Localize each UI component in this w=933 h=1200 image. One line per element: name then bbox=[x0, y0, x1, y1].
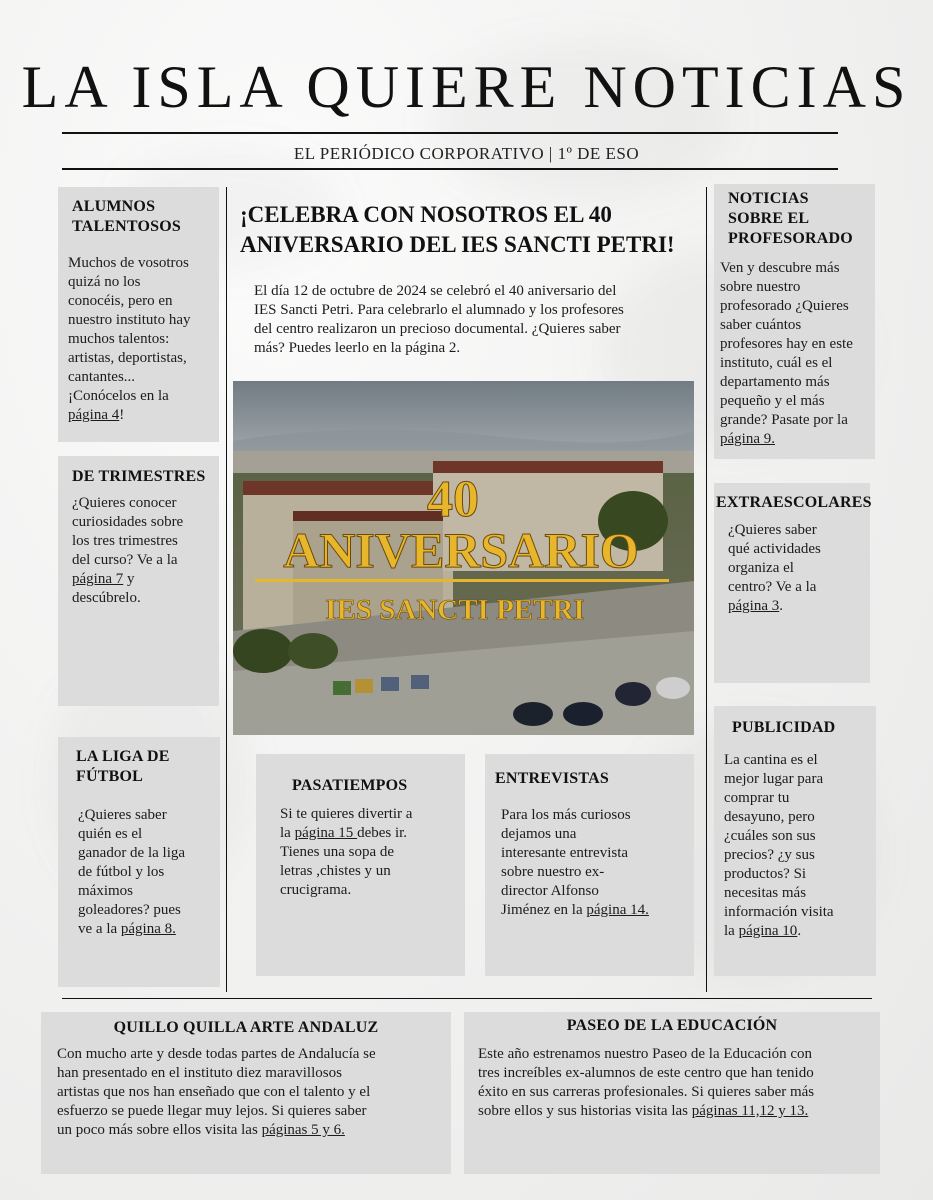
liga-line: máximos bbox=[78, 883, 133, 899]
publicidad-line-end: . bbox=[797, 923, 802, 939]
paseo-title: PASEO DE LA EDUCACIÓN bbox=[566, 1017, 778, 1034]
extraescolares-box bbox=[714, 483, 870, 683]
paseo-line: Este año estrenamos nuestro Paseo de la Educación con bbox=[478, 1046, 813, 1062]
entrevistas-title: ENTREVISTAS bbox=[495, 770, 609, 787]
entrevistas-line: dejamos una bbox=[501, 826, 577, 842]
publicidad-box bbox=[714, 706, 876, 976]
pasatiempos-line: Si te quieres divertir a bbox=[280, 806, 413, 822]
extraescolares-line-end: . bbox=[779, 598, 783, 614]
liga-line-start: ve a la bbox=[78, 921, 121, 937]
liga-line: de fútbol y los bbox=[78, 864, 165, 880]
pasatiempos-line-end: debes ir. bbox=[357, 825, 408, 841]
lead-line: IES Sancti Petri. Para celebrarlo el alumnado y los profesores bbox=[254, 302, 624, 318]
profesorado-line: saber cuántos bbox=[720, 317, 802, 333]
profesorado-title-3: PROFESORADO bbox=[728, 230, 853, 247]
talentosos-line: artistas, deportistas, bbox=[68, 350, 187, 366]
paseo-line: tres increíbles ex-alumnos de este centro que han tenido bbox=[478, 1065, 814, 1081]
pasatiempos-box bbox=[256, 754, 465, 976]
extraescolares-line: qué actividades bbox=[728, 541, 821, 557]
paseo-box bbox=[464, 1012, 880, 1174]
talentosos-page-link[interactable]: página 4 bbox=[68, 407, 120, 423]
publicidad-page-link[interactable]: página 10 bbox=[738, 923, 798, 939]
arte-line-start: un poco más sobre ellos visita las bbox=[57, 1122, 262, 1138]
profesorado-title-2: SOBRE EL bbox=[728, 210, 810, 227]
masthead-rule bbox=[62, 132, 838, 134]
trimestres-line-end: y bbox=[123, 571, 135, 587]
profesorado-line: profesores hay en este bbox=[720, 336, 853, 352]
publicidad-line-start: la bbox=[724, 923, 739, 939]
arte-line: artistas que nos han enseñado que con el talento y el bbox=[57, 1084, 371, 1100]
overlay-rule bbox=[255, 579, 669, 582]
publicidad-line: necesitas más bbox=[724, 885, 807, 901]
headline-line-2: ANIVERSARIO DEL IES SANCTI PETRI! bbox=[240, 232, 675, 257]
overlay-school: IES SANCTI PETRI bbox=[325, 594, 585, 626]
extraescolares-line: ¿Quieres saber bbox=[728, 522, 817, 538]
talentosos-line: muchos talentos: bbox=[68, 331, 170, 347]
extraescolares-page-link[interactable]: página 3 bbox=[728, 598, 780, 614]
liga-line: quién es el bbox=[78, 826, 143, 842]
extraescolares-line: centro? Ve a la bbox=[728, 579, 817, 595]
arte-box bbox=[41, 1012, 451, 1174]
talentosos-line: Muchos de vosotros bbox=[68, 255, 189, 271]
trimestres-box bbox=[58, 456, 219, 706]
newspaper-subtitle: EL PERIÓDICO CORPORATIVO | 1º DE ESO bbox=[293, 144, 640, 163]
talentosos-title-2: TALENTOSOS bbox=[72, 218, 182, 235]
profesorado-title-1: NOTICIAS bbox=[728, 190, 809, 207]
arte-line: Con mucho arte y desde todas partes de Andalucía se bbox=[57, 1046, 376, 1062]
paseo-line-start: sobre ellos y sus historias visita las bbox=[478, 1103, 692, 1119]
bottom-rule bbox=[62, 998, 872, 999]
liga-line: ganador de la liga bbox=[78, 845, 186, 861]
profesorado-line: pequeño y el más bbox=[720, 393, 825, 409]
arte-line: han presentado en el instituto diez maravillosos bbox=[57, 1065, 342, 1081]
pasatiempos-line: Tienes una sopa de bbox=[280, 844, 395, 860]
feature-headline bbox=[240, 200, 690, 260]
publicidad-line: información visita bbox=[724, 904, 834, 920]
entrevistas-line-start: Jiménez en la bbox=[501, 902, 587, 918]
liga-box bbox=[58, 737, 220, 987]
trimestres-title: DE TRIMESTRES bbox=[72, 468, 206, 485]
feature-lead bbox=[254, 282, 684, 358]
newspaper-title: LA ISLA QUIERE NOTICIAS bbox=[21, 54, 912, 120]
paseo-line: éxito en sus carreras profesionales. Si quieres saber más bbox=[478, 1084, 815, 1100]
talentosos-line: nuestro instituto hay bbox=[68, 312, 191, 328]
entrevistas-line: Para los más curiosos bbox=[501, 807, 631, 823]
profesorado-line: instituto, cuál es el bbox=[720, 355, 833, 371]
trimestres-line: del curso? Ve a la bbox=[72, 552, 178, 568]
extraescolares-line: organiza el bbox=[728, 560, 794, 576]
school-aerial-image bbox=[233, 381, 694, 735]
arte-line: esfuerzo se puede llegar muy lejos. Si quieres saber bbox=[57, 1103, 367, 1119]
profesorado-line: sobre nuestro bbox=[720, 279, 801, 295]
overlay-number: 40 bbox=[427, 471, 479, 528]
lead-line: más? Puedes leerlo en la página 2. bbox=[254, 340, 461, 356]
publicidad-line: productos? Si bbox=[724, 866, 807, 882]
trimestres-line: ¿Quieres conocer bbox=[72, 495, 177, 511]
pasatiempos-line: crucigrama. bbox=[280, 882, 352, 898]
liga-line: goleadores? pues bbox=[78, 902, 181, 918]
trimestres-line: curiosidades sobre bbox=[72, 514, 184, 530]
profesorado-page-link[interactable]: página 9. bbox=[720, 431, 775, 447]
overlay-word: ANIVERSARIO bbox=[283, 522, 639, 578]
profesorado-line: profesorado ¿Quieres bbox=[720, 298, 849, 314]
liga-title-1: LA LIGA DE bbox=[76, 748, 170, 765]
liga-line: ¿Quieres saber bbox=[78, 807, 167, 823]
entrevistas-line: interesante entrevista bbox=[501, 845, 629, 861]
talentosos-line: conocéis, pero en bbox=[68, 293, 173, 309]
trimestres-page-link[interactable]: página 7 bbox=[72, 571, 124, 587]
entrevistas-line: sobre nuestro ex- bbox=[501, 864, 605, 880]
headline-line-1: ¡CELEBRA CON NOSOTROS EL 40 bbox=[240, 202, 612, 227]
trimestres-line: descúbrelo. bbox=[72, 590, 141, 606]
trimestres-line: los tres trimestres bbox=[72, 533, 178, 549]
liga-title-2: FÚTBOL bbox=[76, 768, 143, 785]
column-divider-left bbox=[226, 187, 227, 992]
publicidad-line: comprar tu bbox=[724, 790, 790, 806]
publicidad-line: desayuno, pero bbox=[724, 809, 815, 825]
talentosos-line: ¡Conócelos en la bbox=[68, 388, 169, 404]
paseo-page-link[interactable]: páginas 11,12 y 13. bbox=[691, 1103, 809, 1119]
pasatiempos-line-start: la bbox=[280, 825, 295, 841]
pasatiempos-title: PASATIEMPOS bbox=[292, 777, 408, 794]
arte-page-link[interactable]: páginas 5 y 6. bbox=[261, 1122, 345, 1138]
talentosos-line: cantantes... bbox=[68, 369, 136, 385]
subtitle-rule bbox=[62, 168, 838, 170]
arte-title: QUILLO QUILLA ARTE ANDALUZ bbox=[113, 1019, 379, 1036]
lead-line: El día 12 de octubre de 2024 se celebró el 40 aniversario del bbox=[254, 283, 617, 299]
publicidad-line: ¿cuáles son sus bbox=[724, 828, 816, 844]
talentosos-line: quizá no los bbox=[68, 274, 141, 290]
publicidad-line: mejor lugar para bbox=[724, 771, 824, 787]
talentosos-line-end: ! bbox=[119, 407, 125, 423]
pasatiempos-line: letras ,chistes y un bbox=[280, 863, 391, 879]
profesorado-line: grande? Pasate por la bbox=[720, 412, 848, 428]
lead-line: del centro realizaron un precioso documental. ¿Quieres saber bbox=[254, 321, 621, 337]
column-divider-right bbox=[706, 187, 707, 992]
publicidad-title: PUBLICIDAD bbox=[732, 719, 836, 736]
extraescolares-title: EXTRAESCOLARES bbox=[716, 494, 872, 511]
talentosos-box bbox=[58, 187, 219, 442]
profesorado-box bbox=[714, 184, 875, 459]
entrevistas-line: director Alfonso bbox=[501, 883, 599, 899]
pasatiempos-page-link[interactable]: página 15 bbox=[294, 825, 358, 841]
entrevistas-box bbox=[485, 754, 694, 976]
publicidad-line: precios? ¿y sus bbox=[724, 847, 815, 863]
entrevistas-page-link[interactable]: página 14. bbox=[586, 902, 649, 918]
publicidad-line: La cantina es el bbox=[724, 752, 818, 768]
talentosos-title-1: ALUMNOS bbox=[72, 198, 156, 215]
profesorado-line: departamento más bbox=[720, 374, 830, 390]
anniversary-photo bbox=[233, 381, 694, 735]
profesorado-line: Ven y descubre más bbox=[720, 260, 840, 276]
liga-page-link[interactable]: página 8. bbox=[120, 921, 176, 937]
